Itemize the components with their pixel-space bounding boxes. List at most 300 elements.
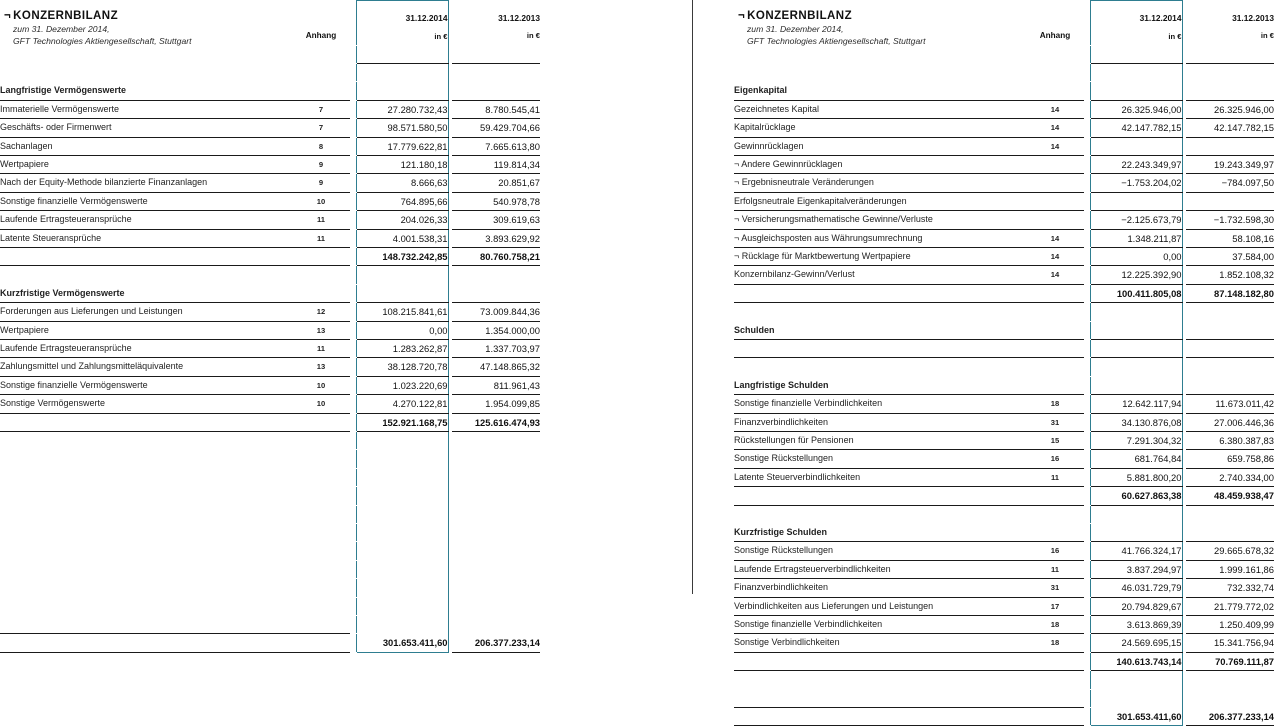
header-note-column: Anhang (305, 31, 337, 41)
row-value-previous-year: 73.009.844,36 (452, 303, 540, 321)
row-note-reference (1026, 211, 1084, 229)
blank-filler-row (0, 542, 540, 560)
table-row (0, 192, 540, 210)
row-value-current-year: 8.666,63 (356, 174, 448, 192)
row-note-reference: 11 (292, 339, 350, 357)
page-title-text: KONZERNBILANZ (13, 10, 119, 22)
table-row (0, 100, 540, 118)
row-note-reference: 11 (1026, 560, 1084, 578)
row-label: Finanzverbindlichkeiten (734, 413, 1026, 431)
equity-liabilities-page (734, 0, 1274, 722)
row-value-previous-year (1186, 45, 1274, 63)
row-value-current-year (356, 597, 448, 615)
section-heading: Schulden (734, 321, 1026, 339)
row-value-previous-year (1186, 192, 1274, 210)
row-note-reference: 18 (1026, 616, 1084, 634)
row-label: Kapitalrücklage (734, 119, 1026, 137)
row-value-current-year (356, 431, 448, 449)
row-label (0, 597, 292, 615)
blank-filler-row (0, 579, 540, 597)
row-note-reference: 15 (1026, 431, 1084, 449)
row-value-previous-year (1186, 137, 1274, 155)
row-value-current-year: 204.026,33 (356, 211, 448, 229)
row-note-reference (1026, 63, 1084, 81)
row-note-reference (1026, 284, 1084, 302)
row-value-previous-year: 59.429.704,66 (452, 119, 540, 137)
row-value-current-year (356, 579, 448, 597)
section-subtotal-row (0, 247, 540, 265)
row-value-current-year: 4.001.538,31 (356, 229, 448, 247)
row-label (0, 468, 292, 486)
row-value-previous-year (1186, 376, 1274, 394)
row-note-reference (292, 579, 350, 597)
row-note-reference (1026, 523, 1084, 541)
row-value-current-year (1090, 523, 1182, 541)
row-value-previous-year (1186, 63, 1274, 81)
row-value-current-year: 7.291.304,32 (1090, 431, 1182, 449)
row-note-reference (292, 284, 350, 302)
assets-page (0, 0, 540, 649)
row-value-current-year: 27.280.732,43 (356, 100, 448, 118)
section-subtotal-row (734, 284, 1274, 302)
row-label (0, 431, 292, 449)
row-value-previous-year: 19.243.349,97 (1186, 155, 1274, 173)
row-value-previous-year (452, 468, 540, 486)
row-value-previous-year (1186, 358, 1274, 376)
row-value-current-year (1090, 671, 1182, 689)
row-value-current-year: 41.766.324,17 (1090, 542, 1182, 560)
table-row (0, 358, 540, 376)
row-value-current-year: 681.764,84 (1090, 450, 1182, 468)
header-underline-row (0, 45, 540, 63)
row-value-current-year: 60.627.863,38 (1090, 487, 1182, 505)
row-note-reference: 9 (292, 155, 350, 173)
row-value-current-year: 100.411.805,08 (1090, 284, 1182, 302)
row-label: Latente Steueransprüche (0, 229, 292, 247)
page-subtitle-company: GFT Technologies Aktiengesellschaft, Stuttgart (13, 35, 192, 46)
row-value-current-year (1090, 689, 1182, 707)
row-value-previous-year: 1.250.409,99 (1186, 616, 1274, 634)
row-note-reference (1026, 303, 1084, 321)
header-previous-year-date: 31.12.2013 (498, 12, 540, 23)
section-heading: Langfristige Vermögenswerte (0, 82, 292, 100)
row-value-current-year: −1.753.204,02 (1090, 174, 1182, 192)
row-label (0, 505, 292, 523)
row-label: ¬ Ergebnisneutrale Veränderungen (734, 174, 1026, 192)
header-current-year-unit: in € (1168, 31, 1182, 41)
row-value-current-year: 17.779.622,81 (356, 137, 448, 155)
page-subtitle-date: zum 31. Dezember 2014, (747, 24, 844, 35)
table-row (0, 229, 540, 247)
row-label (0, 560, 292, 578)
table-row (734, 211, 1274, 229)
row-note-reference (1026, 155, 1084, 173)
grand-total-rule-row (0, 615, 540, 633)
row-value-previous-year: 309.619,63 (452, 211, 540, 229)
row-value-previous-year: 58.108,16 (1186, 229, 1274, 247)
table-row (0, 119, 540, 137)
table-row (734, 413, 1274, 431)
row-note-reference (1026, 321, 1084, 339)
header-previous-year (452, 1, 540, 46)
table-row (0, 137, 540, 155)
table-row (734, 174, 1274, 192)
title-bullet-icon: ¬ (738, 10, 746, 22)
row-value-previous-year: 37.584,00 (1186, 247, 1274, 265)
row-value-previous-year: −784.097,50 (1186, 174, 1274, 192)
row-note-reference: 31 (1026, 579, 1084, 597)
header-gap-row (734, 63, 1274, 81)
section-heading-row (0, 284, 540, 302)
row-value-previous-year (452, 45, 540, 63)
row-note-reference (1026, 376, 1084, 394)
row-value-current-year: 1.348.211,87 (1090, 229, 1182, 247)
row-value-current-year: 42.147.782,15 (1090, 119, 1182, 137)
row-note-reference: 11 (292, 229, 350, 247)
section-gap-row (0, 431, 540, 449)
row-value-previous-year: 811.961,43 (452, 376, 540, 394)
row-value-previous-year (452, 560, 540, 578)
row-value-current-year: 0,00 (356, 321, 448, 339)
page-subtitle-date: zum 31. Dezember 2014, (13, 24, 110, 35)
row-value-current-year: 301.653.411,60 (356, 634, 448, 652)
blank-filler-row (0, 523, 540, 541)
header-spacer (734, 1, 1026, 46)
row-value-current-year (356, 487, 448, 505)
row-value-current-year (1090, 505, 1182, 523)
row-value-current-year (356, 615, 448, 633)
row-value-previous-year (452, 450, 540, 468)
row-value-previous-year: 26.325.946,00 (1186, 100, 1274, 118)
row-value-previous-year (1186, 321, 1274, 339)
row-note-reference (292, 413, 350, 431)
table-row (734, 450, 1274, 468)
row-value-previous-year: −1.732.598,30 (1186, 211, 1274, 229)
row-label (734, 671, 1026, 689)
table-row (0, 303, 540, 321)
row-note-reference (292, 597, 350, 615)
row-note-reference: 14 (1026, 229, 1084, 247)
header-previous-year-unit: in € (1260, 31, 1274, 41)
row-note-reference: 31 (1026, 413, 1084, 431)
row-value-previous-year (452, 542, 540, 560)
row-label: Sonstige Rückstellungen (734, 450, 1026, 468)
section-heading-row (734, 82, 1274, 100)
section-heading-row (0, 82, 540, 100)
row-note-reference (292, 45, 350, 63)
row-note-reference (1026, 505, 1084, 523)
section-gap-row (734, 505, 1274, 523)
row-value-previous-year: 11.673.011,42 (1186, 395, 1274, 413)
row-value-previous-year: 1.337.703,97 (452, 339, 540, 357)
row-value-previous-year (452, 523, 540, 541)
table-row (734, 119, 1274, 137)
row-note-reference (1026, 708, 1084, 726)
row-value-current-year (1090, 339, 1182, 357)
row-note-reference (292, 615, 350, 633)
row-label: Laufende Ertragsteuerverbindlichkeiten (734, 560, 1026, 578)
row-label (0, 579, 292, 597)
blank-filler-row (0, 450, 540, 468)
row-note-reference (292, 247, 350, 265)
table-row (734, 247, 1274, 265)
row-note-reference (1026, 671, 1084, 689)
table-row (734, 542, 1274, 560)
title-bullet-icon: ¬ (4, 10, 12, 22)
assets-table-body (0, 1, 540, 653)
row-note-reference (1026, 174, 1084, 192)
row-value-previous-year: 29.665.678,32 (1186, 542, 1274, 560)
row-label: Verbindlichkeiten aus Lieferungen und Leistungen (734, 597, 1026, 615)
row-value-current-year: 34.130.876,08 (1090, 413, 1182, 431)
row-value-current-year: 1.283.262,87 (356, 339, 448, 357)
row-note-reference: 14 (1026, 247, 1084, 265)
row-note-reference (1026, 358, 1084, 376)
row-value-current-year: 108.215.841,61 (356, 303, 448, 321)
row-note-reference: 7 (292, 119, 350, 137)
row-note-reference: 12 (292, 303, 350, 321)
row-value-current-year (356, 468, 448, 486)
table-row (734, 616, 1274, 634)
row-note-reference: 8 (292, 137, 350, 155)
grand-total-label (734, 708, 1026, 726)
row-value-previous-year: 21.779.772,02 (1186, 597, 1274, 615)
row-label (734, 505, 1026, 523)
row-note-reference (1026, 689, 1084, 707)
row-note-reference: 7 (292, 100, 350, 118)
row-value-previous-year (452, 597, 540, 615)
row-value-previous-year: 125.616.474,93 (452, 413, 540, 431)
row-label: Wertpapiere (0, 155, 292, 173)
row-value-current-year (1090, 303, 1182, 321)
table-row (734, 560, 1274, 578)
table-row (734, 155, 1274, 173)
header-previous-year (1186, 1, 1274, 46)
row-value-previous-year: 87.148.182,80 (1186, 284, 1274, 302)
row-note-reference (1026, 192, 1084, 210)
section-gap-row (734, 339, 1274, 357)
section-heading: Kurzfristige Schulden (734, 523, 1026, 541)
subtotal-label (0, 247, 292, 265)
row-note-reference (292, 560, 350, 578)
row-label: Geschäfts- oder Firmenwert (0, 119, 292, 137)
row-value-previous-year: 70.769.111,87 (1186, 652, 1274, 670)
row-note-reference (292, 505, 350, 523)
section-subtotal-row (0, 413, 540, 431)
subtotal-label (0, 413, 292, 431)
row-value-current-year (356, 542, 448, 560)
row-value-previous-year (452, 615, 540, 633)
row-note-reference: 10 (292, 376, 350, 394)
row-value-current-year (1090, 63, 1182, 81)
row-label: Nach der Equity-Methode bilanzierte Finanzanlagen (0, 174, 292, 192)
row-value-current-year: 22.243.349,97 (1090, 155, 1182, 173)
equity-liabilities-table-body (734, 1, 1274, 726)
row-value-current-year: 46.031.729,79 (1090, 579, 1182, 597)
row-note-reference (292, 450, 350, 468)
table-row (734, 229, 1274, 247)
row-note-reference (1026, 487, 1084, 505)
row-label: Immaterielle Vermögenswerte (0, 100, 292, 118)
row-value-previous-year: 27.006.446,36 (1186, 413, 1274, 431)
row-value-current-year: 20.794.829,67 (1090, 597, 1182, 615)
grand-total-label (0, 634, 292, 652)
row-label: Forderungen aus Lieferungen und Leistungen (0, 303, 292, 321)
row-value-current-year: −2.125.673,79 (1090, 211, 1182, 229)
row-value-previous-year: 1.852.108,32 (1186, 266, 1274, 284)
row-note-reference: 16 (1026, 450, 1084, 468)
row-note-reference (1026, 652, 1084, 670)
row-value-previous-year: 20.851,67 (452, 174, 540, 192)
grand-total-row (734, 708, 1274, 726)
header-current-year-unit: in € (434, 31, 448, 41)
row-note-reference (1026, 339, 1084, 357)
row-note-reference: 18 (1026, 395, 1084, 413)
row-label (734, 303, 1026, 321)
header-underline-row (734, 45, 1274, 63)
row-value-current-year (356, 450, 448, 468)
row-note-reference: 17 (1026, 597, 1084, 615)
row-value-current-year: 5.881.800,20 (1090, 468, 1182, 486)
row-value-previous-year: 1.999.161,86 (1186, 560, 1274, 578)
table-row (0, 395, 540, 413)
row-value-current-year (356, 82, 448, 100)
grand-total-rule-row (734, 689, 1274, 707)
row-value-previous-year: 8.780.545,41 (452, 100, 540, 118)
row-note-reference: 14 (1026, 137, 1084, 155)
row-value-current-year (1090, 192, 1182, 210)
table-row (0, 155, 540, 173)
row-note-reference (292, 431, 350, 449)
row-note-reference: 13 (292, 358, 350, 376)
section-subtotal-row (734, 652, 1274, 670)
row-value-previous-year: 206.377.233,14 (452, 634, 540, 652)
row-value-previous-year (1186, 82, 1274, 100)
row-label: Zahlungsmittel und Zahlungsmitteläquivalente (0, 358, 292, 376)
row-value-previous-year (452, 431, 540, 449)
page-title-text: KONZERNBILANZ (747, 10, 853, 22)
row-value-previous-year (452, 266, 540, 284)
row-label (0, 266, 292, 284)
row-note-reference: 13 (292, 321, 350, 339)
row-value-previous-year (1186, 339, 1274, 357)
row-label: Sonstige finanzielle Verbindlichkeiten (734, 395, 1026, 413)
subtotal-label (734, 284, 1026, 302)
header-current-year-date: 31.12.2014 (1139, 13, 1182, 24)
row-value-current-year (356, 63, 448, 81)
row-label: Finanzverbindlichkeiten (734, 579, 1026, 597)
row-note-reference (292, 63, 350, 81)
row-value-current-year: 12.642.117,94 (1090, 395, 1182, 413)
equity-liabilities-table (734, 0, 1274, 726)
row-label (734, 339, 1026, 357)
table-header-row (0, 1, 540, 46)
section-gap-row (734, 303, 1274, 321)
row-label: Erfolgsneutrale Eigenkapitalveränderungen (734, 192, 1026, 210)
section-heading: Langfristige Schulden (734, 376, 1026, 394)
row-label: Latente Steuerverbindlichkeiten (734, 468, 1026, 486)
row-value-previous-year: 1.954.099,85 (452, 395, 540, 413)
row-note-reference: 18 (1026, 634, 1084, 652)
row-value-current-year (356, 523, 448, 541)
row-value-previous-year: 2.740.334,00 (1186, 468, 1274, 486)
row-value-previous-year (452, 579, 540, 597)
row-value-previous-year: 42.147.782,15 (1186, 119, 1274, 137)
table-row (0, 321, 540, 339)
row-label: Konzernbilanz-Gewinn/Verlust (734, 266, 1026, 284)
table-row (0, 211, 540, 229)
row-label (0, 450, 292, 468)
row-label: Sonstige Vermögenswerte (0, 395, 292, 413)
row-note-reference: 14 (1026, 266, 1084, 284)
blank-filler-row (0, 468, 540, 486)
header-note-column: Anhang (1039, 31, 1071, 41)
row-label (0, 523, 292, 541)
row-value-current-year: 152.921.168,75 (356, 413, 448, 431)
row-value-previous-year (1186, 523, 1274, 541)
subtotal-label (734, 487, 1026, 505)
row-value-previous-year: 15.341.756,94 (1186, 634, 1274, 652)
row-value-current-year (1090, 137, 1182, 155)
table-header-row (734, 1, 1274, 46)
row-label: Sonstige finanzielle Vermögenswerte (0, 376, 292, 394)
table-row (0, 376, 540, 394)
row-label: Rückstellungen für Pensionen (734, 431, 1026, 449)
blank-filler-row (0, 487, 540, 505)
row-value-current-year: 12.225.392,90 (1090, 266, 1182, 284)
blank-filler-row (0, 505, 540, 523)
row-label: Sonstige Rückstellungen (734, 542, 1026, 560)
header-previous-year-unit: in € (526, 31, 540, 41)
table-row (734, 634, 1274, 652)
row-value-current-year: 0,00 (1090, 247, 1182, 265)
row-value-current-year: 301.653.411,60 (1090, 708, 1182, 726)
row-value-previous-year: 659.758,86 (1186, 450, 1274, 468)
row-value-previous-year: 48.459.938,47 (1186, 487, 1274, 505)
row-label (0, 63, 292, 81)
row-label: Gewinnrücklagen (734, 137, 1026, 155)
row-value-current-year: 3.613.869,39 (1090, 616, 1182, 634)
row-label: Sachanlagen (0, 137, 292, 155)
row-value-previous-year (1186, 689, 1274, 707)
row-note-reference (292, 266, 350, 284)
row-note-reference (292, 468, 350, 486)
row-label: Sonstige Verbindlichkeiten (734, 634, 1026, 652)
grand-total-row (0, 634, 540, 652)
row-note-reference (292, 487, 350, 505)
row-label (0, 615, 292, 633)
row-value-current-year (1090, 82, 1182, 100)
table-row (0, 174, 540, 192)
row-value-current-year: 1.023.220,69 (356, 376, 448, 394)
table-row (734, 137, 1274, 155)
blank-filler-row (0, 560, 540, 578)
row-note-reference: 11 (292, 211, 350, 229)
row-note-reference (292, 542, 350, 560)
row-note-reference: 9 (292, 174, 350, 192)
row-label (734, 358, 1026, 376)
row-value-previous-year (1186, 505, 1274, 523)
row-label (734, 689, 1026, 707)
row-value-previous-year: 732.332,74 (1186, 579, 1274, 597)
row-value-previous-year (452, 284, 540, 302)
row-value-current-year: 98.571.580,50 (356, 119, 448, 137)
row-note-reference (1026, 45, 1084, 63)
row-value-current-year: 3.837.294,97 (1090, 560, 1182, 578)
row-value-current-year: 121.180,18 (356, 155, 448, 173)
row-note-reference (1026, 82, 1084, 100)
row-label: ¬ Versicherungsmathematische Gewinne/Verluste (734, 211, 1026, 229)
